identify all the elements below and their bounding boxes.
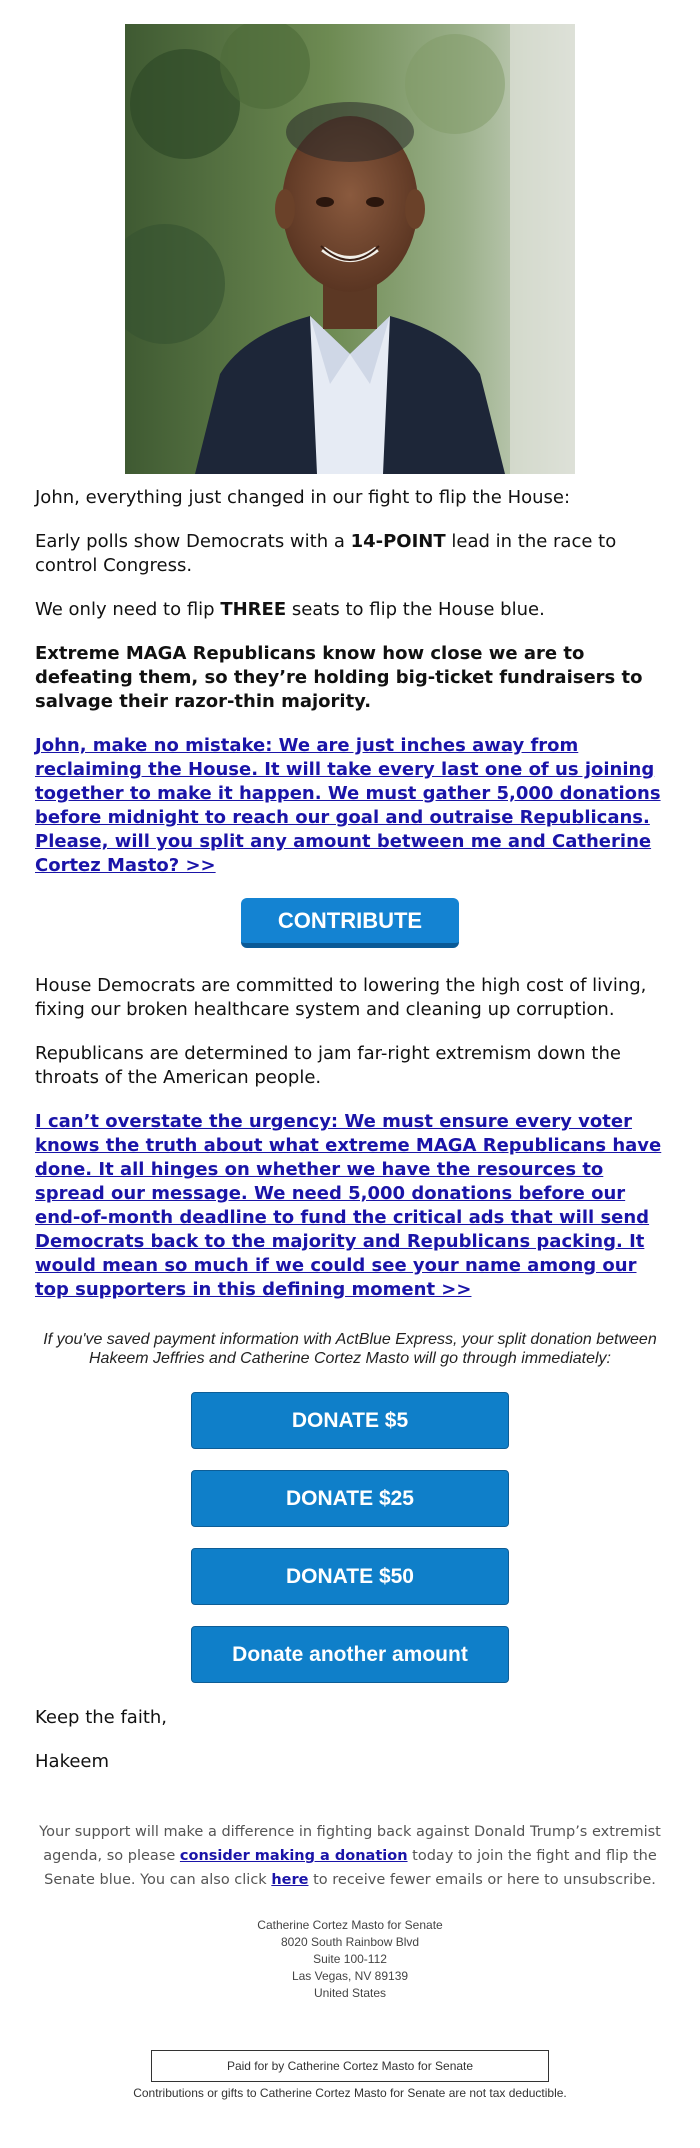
donate-5-button[interactable]: DONATE $5: [191, 1392, 509, 1449]
top-supporters-link[interactable]: I can’t overstate the urgency: We must ensure every voter knows the truth about what extreme MAGA Republicans have done. It all hinges on whether we have the resources to spread our message. We need 5,000 donations before our end-of-month deadline to fund the critical ads that will send Democrats back to the majority and Republicans packing. It would mean so much if we could see your name among our top supporters in this defining moment >>: [35, 1111, 662, 1300]
overstate-link-paragraph: [35, 1110, 665, 1302]
donate-25-button[interactable]: DONATE $25: [191, 1470, 509, 1527]
footer-text-middle: today to join the fight and flip the Senate blue. You can also click: [44, 1848, 657, 1888]
portrait-photo: [125, 24, 575, 474]
fewer-emails-link[interactable]: here: [271, 1872, 309, 1888]
seats-text-after: seats to flip the House blue.: [286, 599, 545, 620]
tax-disclaimer: Contributions or gifts to Catherine Cortez Masto for Senate are not tax deductible.: [133, 2086, 567, 2100]
polls-paragraph: [35, 530, 665, 578]
signoff: Keep the faith,: [35, 1707, 168, 1728]
polls-text-after: lead in the race to control Congress.: [35, 531, 617, 576]
polls-text-before: Early polls show Democrats with a: [35, 531, 351, 552]
donate-50-button[interactable]: DONATE $50: [191, 1548, 509, 1605]
address-org: Catherine Cortez Masto for Senate: [257, 1918, 443, 1932]
address-country: United States: [313, 1986, 387, 2000]
footer-support-text: [30, 1820, 670, 1892]
address-city: Las Vegas, NV 89139: [291, 1969, 409, 1983]
seats-bold: THREE: [220, 599, 287, 620]
consider-donation-link[interactable]: consider making a donation: [179, 1848, 408, 1864]
actblue-express-note: If you've saved payment information with ActBlue Express, your split donation between Hakeem Jeffries and Catherine Cortez Masto will go through immediately:: [43, 1331, 657, 1367]
address-suite: Suite 100-112: [313, 1952, 387, 1966]
footer-text-before: Your support will make a difference in fighting back against Donald Trump’s extremist agenda, so please: [39, 1824, 661, 1864]
donation-appeal-link[interactable]: John, make no mistake: We are just inches away from reclaiming the House. It will take every last one of us joining together to make it happen. We must gather 5,000 donations before midnight to reach our goal and outraise Republicans. Please, will you split any amount between me and Catherine Cortez Masto? >>: [35, 735, 661, 876]
mailing-address: [0, 1917, 700, 2002]
extremism-paragraph: Republicans are determined to jam far-right extremism down the throats of the American people.: [35, 1043, 621, 1088]
polls-bold: 14-POINT: [350, 531, 446, 552]
greeting-paragraph: John, everything just changed in our fight to flip the House:: [35, 487, 571, 508]
committed-paragraph: House Democrats are committed to lowering the high cost of living, fixing our broken healthcare system and cleaning up corruption.: [35, 975, 647, 1020]
urgency-link-paragraph: [35, 734, 665, 878]
paid-for-box: Paid for by Catherine Cortez Masto for Senate: [151, 2050, 549, 2082]
seats-text-before: We only need to flip: [35, 599, 221, 620]
maga-paragraph: Extreme MAGA Republicans know how close we are to defeating them, so they’re holding big-ticket fundraisers to salvage their razor-thin majority.: [35, 643, 643, 712]
donate-other-amount-button[interactable]: Donate another amount: [191, 1626, 509, 1683]
seats-paragraph: [35, 598, 665, 622]
contribute-button[interactable]: CONTRIBUTE: [241, 898, 459, 948]
signature: Hakeem: [35, 1751, 110, 1772]
footer-text-after: to receive fewer emails or here to unsubscribe.: [308, 1872, 656, 1888]
address-street: 8020 South Rainbow Blvd: [280, 1935, 420, 1949]
